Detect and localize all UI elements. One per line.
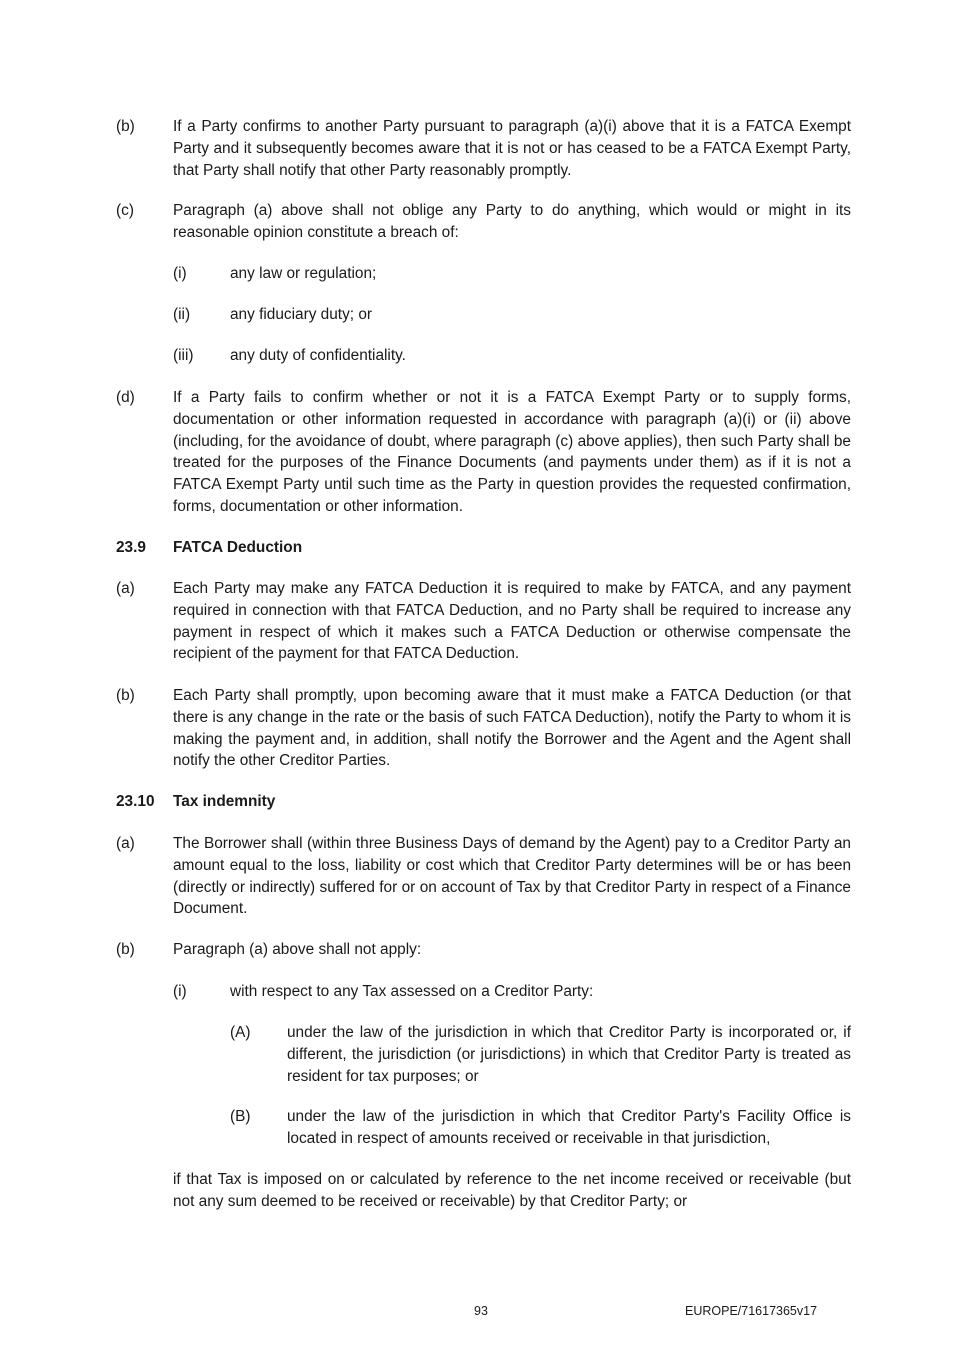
subparagraph-text: under the law of the jurisdiction in which that Creditor Party is incorporated or, if different, the jurisdiction (or jurisdictions) in which that Creditor Party is treated as resident for tax purposes; or: [287, 1024, 851, 1085]
paragraph-text: If a Party fails to confirm whether or not it is a FATCA Exempt Party or to supply forms, documentation or other information requested in accordance with paragraph (a)(i) or (ii) above (including, for the avoidance of doubt, where paragraph (c) above applies), then such Party shall be treated for the purposes of the Finance Documents (and payments under them) as if it is not a FATCA Exempt Party until such time as the Party in question provides the requested confirmation, forms, documentation or other information.: [173, 389, 851, 515]
document-reference: EUROPE/71617365v17: [685, 1304, 818, 1318]
subparagraph-label: (A): [230, 1024, 251, 1041]
subparagraph-text: under the law of the jurisdiction in which that Creditor Party's Facility Office is located in respect of amounts received or receivable in that jurisdiction,: [287, 1108, 851, 1147]
paragraph-label: (b): [116, 687, 135, 704]
paragraph-label: (b): [116, 941, 135, 958]
subparagraph-text: with respect to any Tax assessed on a Creditor Party:: [230, 983, 594, 1000]
paragraph-label: (c): [116, 202, 134, 219]
paragraph-text: Each Party shall promptly, upon becoming aware that it must make a FATCA Deduction (or that there is any change in the rate or the basis of such FATCA Deduction), notify the Party to whom it is making the payment and, in addition, shall notify the Borrower and the Agent and the Agent shall notify the other Creditor Parties.: [173, 687, 851, 770]
subparagraph-label: (ii): [173, 306, 191, 323]
paragraph-text: If a Party confirms to another Party pursuant to paragraph (a)(i) above that it is a FATCA Exempt Party and it subsequently becomes aware that it is not or has ceased to be a FATCA Exempt Party, that Party shall notify that other Party reasonably promptly.: [173, 118, 851, 179]
paragraph-text: Paragraph (a) above shall not oblige any Party to do anything, which would or might in its reasonable opinion constitute a breach of:: [173, 202, 851, 241]
subparagraph-text: any fiduciary duty; or: [230, 306, 373, 323]
paragraph-label: (d): [116, 389, 135, 406]
section-number: 23.10: [116, 793, 155, 810]
subparagraph-label: (i): [173, 983, 187, 1000]
paragraph-text: if that Tax is imposed on or calculated by reference to the net income received or receivable (but not any sum deemed to be received or receivable) by that Creditor Party; or: [173, 1171, 851, 1210]
subparagraph-label: (B): [230, 1108, 251, 1125]
subparagraph-label: (iii): [173, 347, 194, 364]
subparagraph-text: any law or regulation;: [230, 265, 377, 282]
page-number: 93: [474, 1304, 488, 1318]
section-number: 23.9: [116, 539, 146, 556]
paragraph-text: Each Party may make any FATCA Deduction it is required to make by FATCA, and any payment required in connection with that FATCA Deduction, and no Party shall be required to increase any payment in respect of which it makes such a FATCA Deduction or otherwise compensate the recipient of the payment for that FATCA Deduction.: [173, 580, 851, 663]
subparagraph-text: any duty of confidentiality.: [230, 347, 406, 364]
paragraph-label: (a): [116, 580, 135, 597]
paragraph-text: The Borrower shall (within three Business Days of demand by the Agent) pay to a Creditor Party an amount equal to the loss, liability or cost which that Creditor Party determines will be or has been (directly or indirectly) suffered for or on account of Tax by that Creditor Party in respect of a Finance Document.: [173, 835, 851, 918]
paragraph-label: (a): [116, 835, 135, 852]
section-title: Tax indemnity: [173, 793, 276, 810]
section-title: FATCA Deduction: [173, 539, 303, 556]
subparagraph-label: (i): [173, 265, 187, 282]
paragraph-label: (b): [116, 118, 135, 135]
paragraph-text: Paragraph (a) above shall not apply:: [173, 941, 422, 958]
